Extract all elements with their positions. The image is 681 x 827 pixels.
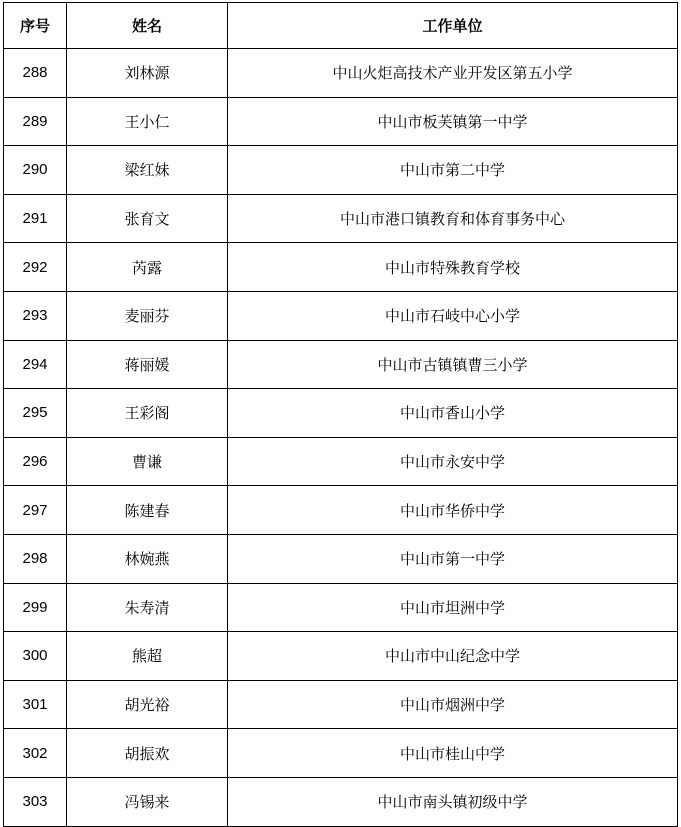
cell-work-unit: 中山市永安中学 xyxy=(228,437,678,486)
table-row xyxy=(4,49,678,98)
cell-name: 王小仁 xyxy=(67,97,228,146)
table-row xyxy=(4,777,678,826)
cell-work-unit: 中山市华侨中学 xyxy=(228,486,678,535)
cell-serial-number: 302 xyxy=(4,729,67,778)
roster-table xyxy=(3,2,678,827)
cell-serial-number: 297 xyxy=(4,486,67,535)
cell-serial-number: 303 xyxy=(4,777,67,826)
cell-name: 胡振欢 xyxy=(67,729,228,778)
cell-work-unit: 中山市烟洲中学 xyxy=(228,680,678,729)
cell-serial-number: 298 xyxy=(4,534,67,583)
cell-serial-number: 294 xyxy=(4,340,67,389)
cell-work-unit: 中山市桂山中学 xyxy=(228,729,678,778)
cell-work-unit: 中山市第二中学 xyxy=(228,146,678,195)
cell-work-unit: 中山市中山纪念中学 xyxy=(228,632,678,681)
table-row xyxy=(4,486,678,535)
cell-work-unit: 中山市坦洲中学 xyxy=(228,583,678,632)
cell-name: 刘林源 xyxy=(67,49,228,98)
cell-work-unit: 中山市特殊教育学校 xyxy=(228,243,678,292)
cell-name: 陈建春 xyxy=(67,486,228,535)
cell-work-unit: 中山市古镇镇曹三小学 xyxy=(228,340,678,389)
table-row xyxy=(4,534,678,583)
cell-serial-number: 291 xyxy=(4,194,67,243)
table-header-row xyxy=(4,3,678,49)
table-row xyxy=(4,146,678,195)
cell-serial-number: 301 xyxy=(4,680,67,729)
cell-name: 蒋丽媛 xyxy=(67,340,228,389)
cell-work-unit: 中山市板芙镇第一中学 xyxy=(228,97,678,146)
table-row xyxy=(4,194,678,243)
cell-serial-number: 289 xyxy=(4,97,67,146)
table-row xyxy=(4,729,678,778)
cell-name: 王彩阁 xyxy=(67,389,228,438)
header-work-unit: 工作单位 xyxy=(228,3,678,49)
cell-work-unit: 中山市第一中学 xyxy=(228,534,678,583)
cell-serial-number: 296 xyxy=(4,437,67,486)
cell-work-unit: 中山市香山小学 xyxy=(228,389,678,438)
cell-serial-number: 292 xyxy=(4,243,67,292)
cell-name: 芮露 xyxy=(67,243,228,292)
cell-serial-number: 290 xyxy=(4,146,67,195)
table-row xyxy=(4,389,678,438)
cell-name: 林婉燕 xyxy=(67,534,228,583)
table-row xyxy=(4,291,678,340)
table-row xyxy=(4,97,678,146)
header-name: 姓名 xyxy=(67,3,228,49)
table-row xyxy=(4,680,678,729)
cell-work-unit: 中山市南头镇初级中学 xyxy=(228,777,678,826)
cell-name: 冯锡来 xyxy=(67,777,228,826)
table-row xyxy=(4,340,678,389)
cell-serial-number: 299 xyxy=(4,583,67,632)
cell-name: 梁红妹 xyxy=(67,146,228,195)
cell-serial-number: 288 xyxy=(4,49,67,98)
cell-name: 张育文 xyxy=(67,194,228,243)
table-row xyxy=(4,243,678,292)
cell-work-unit: 中山市石岐中心小学 xyxy=(228,291,678,340)
header-serial-number: 序号 xyxy=(4,3,67,49)
cell-name: 胡光裕 xyxy=(67,680,228,729)
table-row xyxy=(4,583,678,632)
cell-serial-number: 300 xyxy=(4,632,67,681)
cell-name: 朱寿清 xyxy=(67,583,228,632)
cell-work-unit: 中山火炬高技术产业开发区第五小学 xyxy=(228,49,678,98)
cell-name: 熊超 xyxy=(67,632,228,681)
cell-serial-number: 293 xyxy=(4,291,67,340)
cell-name: 麦丽芬 xyxy=(67,291,228,340)
cell-serial-number: 295 xyxy=(4,389,67,438)
cell-name: 曹谦 xyxy=(67,437,228,486)
table-body xyxy=(4,49,678,827)
cell-work-unit: 中山市港口镇教育和体育事务中心 xyxy=(228,194,678,243)
table-row xyxy=(4,632,678,681)
table-row xyxy=(4,437,678,486)
